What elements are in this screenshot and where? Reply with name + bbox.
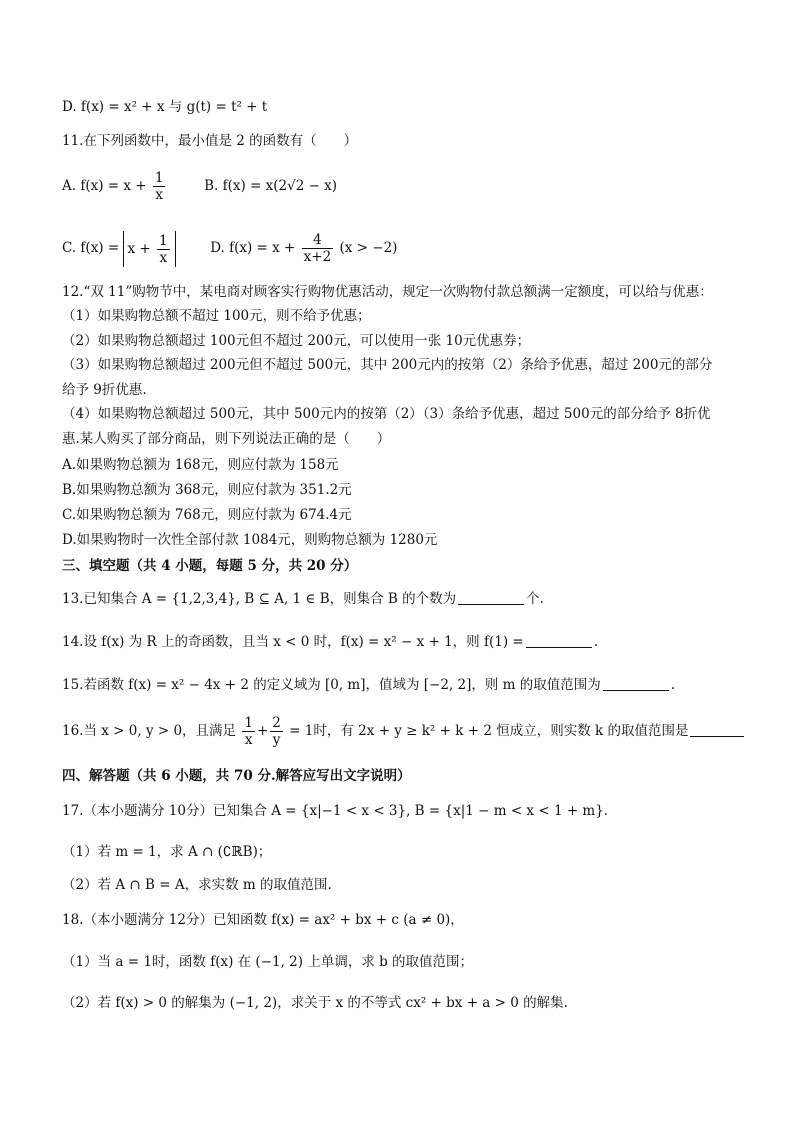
q16-prefix: 16.当 x > 0, y > 0，且满足 <box>62 723 237 739</box>
q12-line-5: 给予 9折优惠. <box>62 382 147 398</box>
fraction-numerator: 1 <box>154 170 164 186</box>
q11-option-d-fraction <box>302 232 334 265</box>
q11-option-a-prefix: A. f(x) = x + <box>62 178 147 194</box>
q14-suffix: . <box>593 634 598 650</box>
fraction-numerator: 1 <box>244 715 253 731</box>
q17-part-1: （1）若 m = 1，求 A ∩ (∁ℝB)； <box>62 844 272 860</box>
q14 <box>62 633 598 651</box>
q10-option-d: D. f(x) = x² + x 与 g(t) = t² + t <box>62 99 268 115</box>
q16-fraction-1 <box>242 715 255 748</box>
q15 <box>62 676 675 694</box>
q16-suffix: = 1时，有 2x + y ≥ k² + k + 2 恒成立，则实数 k 的取值范围是 <box>289 723 689 739</box>
q14-text: 14.设 f(x) 为 R 上的奇函数，且当 x < 0 时，f(x) = x² − x + 1，则 f(1) = <box>62 634 524 650</box>
fraction-numerator: 4 <box>302 232 334 249</box>
fraction-denominator: x <box>159 249 168 266</box>
q18-stem: 18.（本小题满分 12分）已知函数 f(x) = ax² + bx + c (a ≠ 0)， <box>62 912 464 928</box>
q12-line-6: （4）如果购物总额超过 500元，其中 500元内的按第（2）（3）条给予优惠，超过 500元的部分给予 8折优 <box>62 406 711 422</box>
q11-option-d-prefix: D. f(x) = x + <box>210 240 296 256</box>
fraction-denominator: x <box>244 732 253 748</box>
q18-part-1: （1）当 a = 1时，函数 f(x) 在 (−1, 2) 上单调，求 b 的取值范围； <box>62 954 474 970</box>
fraction-numerator: 2 <box>272 715 281 731</box>
q12-option-b: B.如果购物总额为 368元，则应付款为 351.2元 <box>62 482 352 498</box>
q12-line-1: 12.“双 11”购物节中，某电商对顾客实行购物优惠活动，规定一次购物付款总额满一定额度，可以给与优惠： <box>62 284 713 300</box>
q11-option-a-fraction <box>153 170 166 203</box>
q12-option-d: D.如果购物时一次性全部付款 1084元，则购物总额为 1280元 <box>62 532 438 548</box>
q12-line-4: （3）如果购物总额超过 200元但不超过 500元，其中 200元内的按第（2）条给予优惠，超过 200元的部分 <box>62 357 713 373</box>
fraction-denominator: y <box>272 732 281 748</box>
answer-blank <box>458 590 524 605</box>
fraction-denominator: x+2 <box>303 249 332 265</box>
fraction-denominator: x <box>155 187 163 203</box>
q12-line-3: （2）如果购物总额超过 100元但不超过 200元，可以使用一张 10元优惠券； <box>62 333 531 349</box>
answer-blank <box>690 722 744 737</box>
q11-option-c-inner: x + <box>127 240 151 257</box>
answer-blank <box>526 633 592 648</box>
answer-blank <box>603 676 669 691</box>
section-4-heading: 四、解答题（共 6 小题，共 70 分.解答应写出文字说明） <box>62 768 411 784</box>
q13 <box>62 590 544 608</box>
q11-option-c-prefix: C. f(x) = <box>62 240 120 256</box>
q16-fraction-2 <box>270 715 283 748</box>
q16-plus: + <box>256 723 269 739</box>
q11-option-d-suffix: (x > −2) <box>339 240 398 256</box>
q13-text: 13.已知集合 A = {1,2,3,4}, B ⊆ A, 1 ∈ B，则集合 B 的个数为 <box>62 591 457 607</box>
q12-line-7: 惠.某人购买了部分商品，则下列说法正确的是（ ） <box>62 431 391 447</box>
section-3-heading: 三、填空题（共 4 小题，每题 5 分，共 20 分） <box>62 558 358 574</box>
q12-option-a: A.如果购物总额为 168元，则应付款为 158元 <box>62 457 339 473</box>
q12-option-c: C.如果购物总额为 768元，则应付款为 674.4元 <box>62 507 352 523</box>
q11-option-b: B. f(x) = x(2√2 − x) <box>204 178 338 194</box>
q15-suffix: . <box>670 677 676 693</box>
q11-stem: 11.在下列函数中，最小值是 2 的函数有（ ） <box>62 133 358 149</box>
q11-option-c-fraction <box>157 233 170 266</box>
q17-stem: 17.（本小题满分 10分）已知集合 A = {x|−1 < x < 3}, B = {x|1 − m < x < 1 + m}. <box>62 803 609 819</box>
q11-options-cd <box>62 230 397 267</box>
fraction-numerator: 1 <box>159 232 168 249</box>
absolute-value <box>123 231 175 267</box>
q18-part-2: （2）若 f(x) > 0 的解集为 (−1, 2)，求关于 x 的不等式 cx² + bx + a > 0 的解集. <box>62 995 568 1011</box>
q17-part-2: （2）若 A ∩ B = A，求实数 m 的取值范围. <box>62 877 332 893</box>
q13-suffix: 个. <box>526 591 544 607</box>
q16 <box>62 712 746 750</box>
q11-options-ab <box>62 168 337 204</box>
q12-line-2: （1）如果购物总额不超过 100元，则不给予优惠； <box>62 308 371 324</box>
q15-text: 15.若函数 f(x) = x² − 4x + 2 的定义域为 [0, m]，值域为 [−2, 2]，则 m 的取值范围为 <box>62 677 601 693</box>
